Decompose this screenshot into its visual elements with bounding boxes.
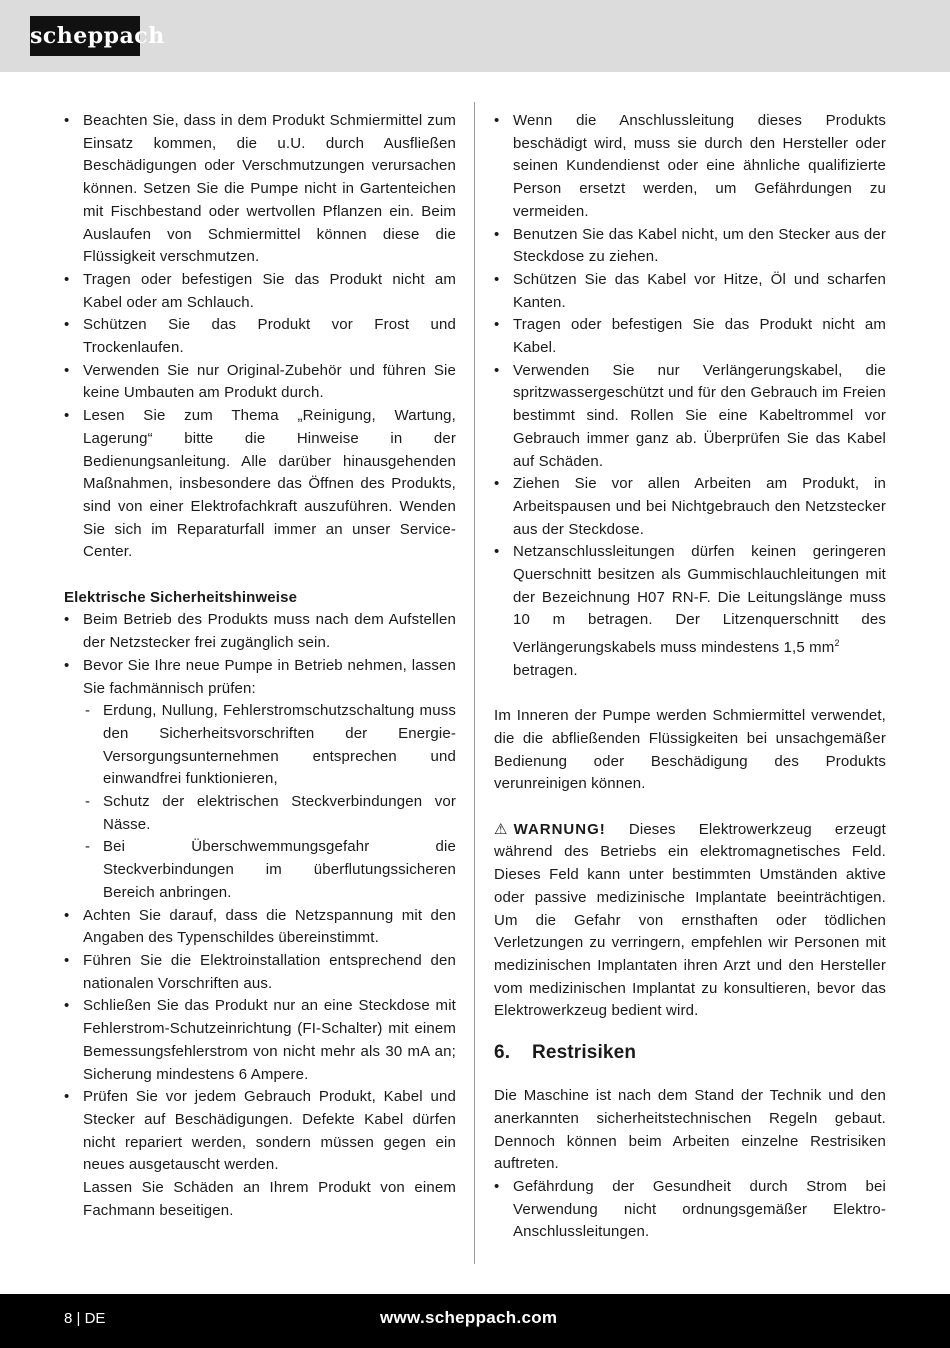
list-item-extra-text: Lassen Sie Schäden an Ihrem Produkt von einem Fachmann beseitigen. (83, 1179, 456, 1219)
residual-risks-list (494, 1176, 886, 1244)
superscript: 2 (834, 638, 840, 649)
list-item: • Schützen Sie das Kabel vor Hitze, Öl und scharfen Kanten. (494, 269, 886, 314)
list-item: • Führen Sie die Elektroinstallation entsprechend den nationalen Vorschriften aus. (64, 950, 456, 995)
warning-label: WARNUNG! (513, 820, 606, 838)
list-item: • Tragen oder befestigen Sie das Produkt nicht am Kabel oder am Schlauch. (64, 269, 456, 314)
list-item-text: • Bevor Sie Ihre neue Pumpe in Betrieb nehmen, lassen Sie fachmännisch prüfen: (83, 656, 456, 697)
check-sublist (83, 700, 456, 904)
list-item: • Lesen Sie zum Thema „Reinigung, Wartung, Lagerung“ bitte die Hinweise in der Bedienungsanleitung. Alle darüber hinausgehenden Maßnahmen, insbesondere das Öffnen des Produkts, sind von einer Elektrofachkraft auszuführen. Wenden Sie sich im Reparaturfall immer an unser Service-Center. (64, 405, 456, 564)
list-item (64, 655, 456, 905)
electrical-safety-list (64, 609, 456, 1222)
section-title: Restrisiken (532, 1042, 637, 1064)
sublist-item: - Schutz der elektrischen Steckverbindungen vor Nässe. (83, 791, 456, 836)
left-column (64, 110, 456, 1222)
list-item: • Gefährdung der Gesundheit durch Strom bei Verwendung nicht ordnungsgemäßer Elektro-Anschlussleitungen. (494, 1176, 886, 1244)
section-number: 6. (494, 1042, 511, 1064)
general-safety-list (64, 110, 456, 564)
footer-bar (0, 1294, 950, 1348)
warning-text: Dieses Elektrowerkzeug erzeugt während des Betriebs ein elektromagnetisches Feld. Dieses Feld kann unter bestimmten Umständen aktive oder passive medizinische Implantate beeinträchtigen. Um die Gefahr von ernsthaften oder tödlichen Verletzungen zu verringern, empfehlen wir Personen mit medizinischen Implantaten ihren Arzt und den Hersteller vom medizinischen Implantat zu konsultieren, bevor das Elektrowerkzeug bedient wird. (494, 820, 886, 1020)
sublist-item: - Erdung, Nullung, Fehlerstromschutzschaltung muss den Sicherheitsvorschriften der Energie-Versorgungsunternehmen entsprechen und einwandfrei funktionieren, (83, 700, 456, 791)
page-number: 8 | DE (64, 1310, 106, 1327)
section-heading (494, 1041, 886, 1065)
column-divider (474, 102, 475, 1264)
list-item: • Ziehen Sie vor allen Arbeiten am Produkt, in Arbeitspausen und bei Nichtgebrauch den Netzstecker aus der Steckdose. (494, 473, 886, 541)
lubricant-paragraph: Im Inneren der Pumpe werden Schmiermittel verwendet, die die abfließenden Flüssigkeiten bei unsachgemäßer Bedienung oder Beschädigung des Produkts verunreinigen können. (494, 707, 886, 793)
list-item: • Wenn die Anschlussleitung dieses Produkts beschädigt wird, muss sie durch den Hersteller oder seinen Kundendienst oder eine ähnliche qualifizierte Person ersetzt werden, um Gefährdungen zu vermeiden. (494, 110, 886, 224)
list-item: • Beim Betrieb des Produkts muss nach dem Aufstellen der Netzstecker frei zugänglich sein. (64, 609, 456, 654)
list-item (64, 1086, 456, 1222)
list-item (494, 541, 886, 682)
list-item-text-end: betragen. (513, 661, 578, 679)
website-link[interactable]: www.scheppach.com (380, 1308, 558, 1327)
list-item: • Achten Sie darauf, dass die Netzspannung mit den Angaben des Typenschildes übereinstimmt. (64, 905, 456, 950)
list-item: • Schließen Sie das Produkt nur an eine Steckdose mit Fehlerstrom-Schutzeinrichtung (FI-Schalter) mit einem Bemessungsfehlerstrom von nicht mehr als 30 mA an; Sicherung mindestens 6 Ampere. (64, 995, 456, 1086)
brand-logo: scheppach (30, 16, 140, 56)
residual-risks-paragraph: Die Maschine ist nach dem Stand der Technik und den anerkannten sicherheitstechnischen Regeln gebaut. Dennoch können beim Arbeiten einzelne Restrisiken auftreten. (494, 1087, 886, 1173)
warning-paragraph (494, 819, 886, 1023)
electrical-safety-heading: Elektrische Sicherheitshinweise (64, 588, 298, 606)
list-item-text: • Prüfen Sie vor jedem Gebrauch Produkt, Kabel und Stecker auf Beschädigungen. Defekte Kabel dürfen nicht repariert werden, sondern müssen gegen ein neues ausgetauscht werden. (83, 1088, 456, 1174)
list-item-text: Netzanschlussleitungen dürfen keinen geringeren Querschnitt besitzen als Gummischlauchleitungen mit der Bezeichnung H07 RN-F. Die Leitungslänge muss 10 m betragen. Der Litzenquerschnitt des Verlängerungskabels muss mindestens 1,5 mm (513, 543, 886, 657)
right-column (494, 110, 886, 1244)
header-bar (0, 0, 950, 72)
list-item: • Verwenden Sie nur Original-Zubehör und führen Sie keine Umbauten am Produkt durch. (64, 360, 456, 405)
list-item: • Verwenden Sie nur Verlängerungskabel, die spritzwassergeschützt und für den Gebrauch im Freien bestimmt sind. Rollen Sie eine Kabeltrommel vor Gebrauch immer ganz ab. Überprüfen Sie das Kabel auf Schäden. (494, 360, 886, 474)
list-item: • Tragen oder befestigen Sie das Produkt nicht am Kabel. (494, 314, 886, 359)
list-item: • Schützen Sie das Produkt vor Frost und Trockenlaufen. (64, 314, 456, 359)
list-item: • Benutzen Sie das Kabel nicht, um den Stecker aus der Steckdose zu ziehen. (494, 224, 886, 269)
cable-safety-list (494, 110, 886, 683)
warning-triangle-icon: ⚠ (494, 820, 508, 838)
sublist-item: - Bei Überschwemmungsgefahr die Steckverbindungen im überflutungssicheren Bereich anbringen. (83, 836, 456, 904)
list-item: • Beachten Sie, dass in dem Produkt Schmiermittel zum Einsatz kommen, die u.U. durch Ausfließen Beschädigungen oder Verschmutzungen verursachen können. Setzen Sie die Pumpe nicht in Gartenteichen mit Fischbestand oder wertvollen Pflanzen ein. Beim Auslaufen von Schmiermittel können diese die Flüssigkeit verschmutzen. (64, 110, 456, 269)
